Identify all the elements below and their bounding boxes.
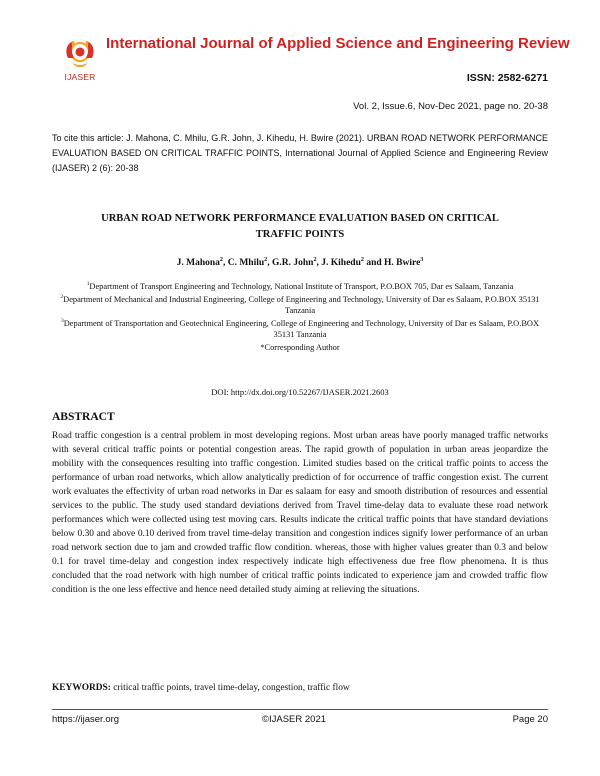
affiliation	[52, 281, 548, 293]
keywords	[52, 683, 548, 693]
doi-link[interactable]: DOI: http://dx.doi.org/10.52267/IJASER.2021.2603	[211, 387, 389, 397]
affiliation	[52, 294, 548, 317]
author: G.R. John	[272, 258, 314, 268]
author-sup: 2	[360, 256, 364, 263]
keywords-text: critical traffic points, travel time-delay, congestion, traffic flow	[113, 683, 350, 693]
journal-title: International Journal of Applied Science and Engineering Review	[106, 35, 570, 52]
issn: ISSN: 2582-6271	[466, 72, 548, 84]
affiliation	[52, 318, 548, 341]
author-sup: 2	[264, 256, 268, 263]
title-line-1: URBAN ROAD NETWORK PERFORMANCE EVALUATION BASED ON CRITICAL	[101, 213, 499, 224]
author: H. Bwire	[384, 258, 421, 268]
affiliation-text: Department of Transport Engineering and Technology, National Institute of Transport, P.O.BOX 705, Dar es Salaam, Tanzania	[89, 282, 514, 291]
affiliations	[52, 281, 548, 355]
author-list	[60, 258, 540, 268]
volume-line: Vol. 2, Issue.6, Nov-Dec 2021, page no. 20-38	[353, 101, 548, 112]
author-sup: 2	[219, 256, 223, 263]
footer-divider	[52, 709, 548, 710]
citation: To cite this article: J. Mahona, C. Mhilu, G.R. John, J. Kihedu, H. Bwire (2021). URBAN ROAD NETWORK PERFORMANCE EVALUATION BASED ON CRITICAL TRAFFIC POINTS, International Journal of Applied Science and Engineering Review (IJASER) 2 (6): 20-38	[52, 133, 548, 173]
affiliation-text: Department of Transportation and Geotechnical Engineering, College of Engineering and Technology, University of Dar es Salaam, P.O.BOX 35131 Tanzania	[63, 318, 539, 340]
title-line-2: TRAFFIC POINTS	[255, 229, 345, 240]
affiliation-sup: 2	[60, 293, 64, 300]
author: C. Mhilu	[227, 258, 265, 268]
author-separator: and	[363, 258, 385, 268]
author-sup: 3	[420, 256, 424, 263]
affiliation-sup: 3	[61, 317, 64, 324]
abstract-heading: ABSTRACT	[52, 411, 115, 423]
author-separator: ,	[267, 258, 272, 268]
author-separator: ,	[316, 258, 322, 268]
affiliation-sup: 1	[86, 281, 90, 288]
corresponding-author: *Corresponding Author	[260, 342, 340, 352]
affiliation-text: Department of Mechanical and Industrial Engineering, College of Engineering and Technology, University of Dar es Salaam, P.O.BOX 35131 Tanzania	[63, 294, 540, 316]
author-sup: 2	[313, 256, 317, 263]
paper-title	[60, 211, 540, 243]
footer-copyright: ©IJASER 2021	[262, 714, 327, 725]
abstract-body: Road traffic congestion is a central problem in most developing regions. Most urban areas have poorly managed traffic networks with several critical traffic points or potential congestion areas. The rapid growth of population in urban areas jeopardize the mobility with the consequences resulting into traffic congestion. Limited studies based on the critical traffic points to access the performance of urban road networks, which allow analytically prediction of for occurrence of traffic congestion exist. The current work evaluates the effectivity of urban road networks in Dar es salaam for easy and smooth distribution of resources and essential services to the public. The study used standard deviations derived from Travel time-delay data to evaluate these road network performances which were collected using test moving cars. Results indicate the critical traffic points that have standard deviations below 0.30 and above 0.10 derived from travel time-delay transition and congestion indices signify lower performance of an urban road network section due to jam and crowded traffic flow condition. whereas, those with higher values greater than 0.3 and below 0.1 for travel time-delay and congestion index respectively indicate high effectiveness due free flow phenomena. It is thus concluded that the road network with high number of critical traffic points indicated to experience jam and crowded traffic flow condition is the one less effective and hence need detailed study aiming at relieving the situations.	[52, 431, 548, 595]
journal-logo-icon	[62, 36, 98, 76]
footer-url[interactable]: https://ijaser.org	[52, 714, 120, 725]
author: J. Mahona	[176, 258, 220, 268]
author: J. Kihedu	[321, 258, 361, 268]
logo-text: IJASER	[64, 72, 96, 82]
author-separator: ,	[222, 258, 228, 268]
footer-page-number: Page 20	[512, 714, 548, 725]
keywords-label: KEYWORDS:	[52, 683, 111, 693]
